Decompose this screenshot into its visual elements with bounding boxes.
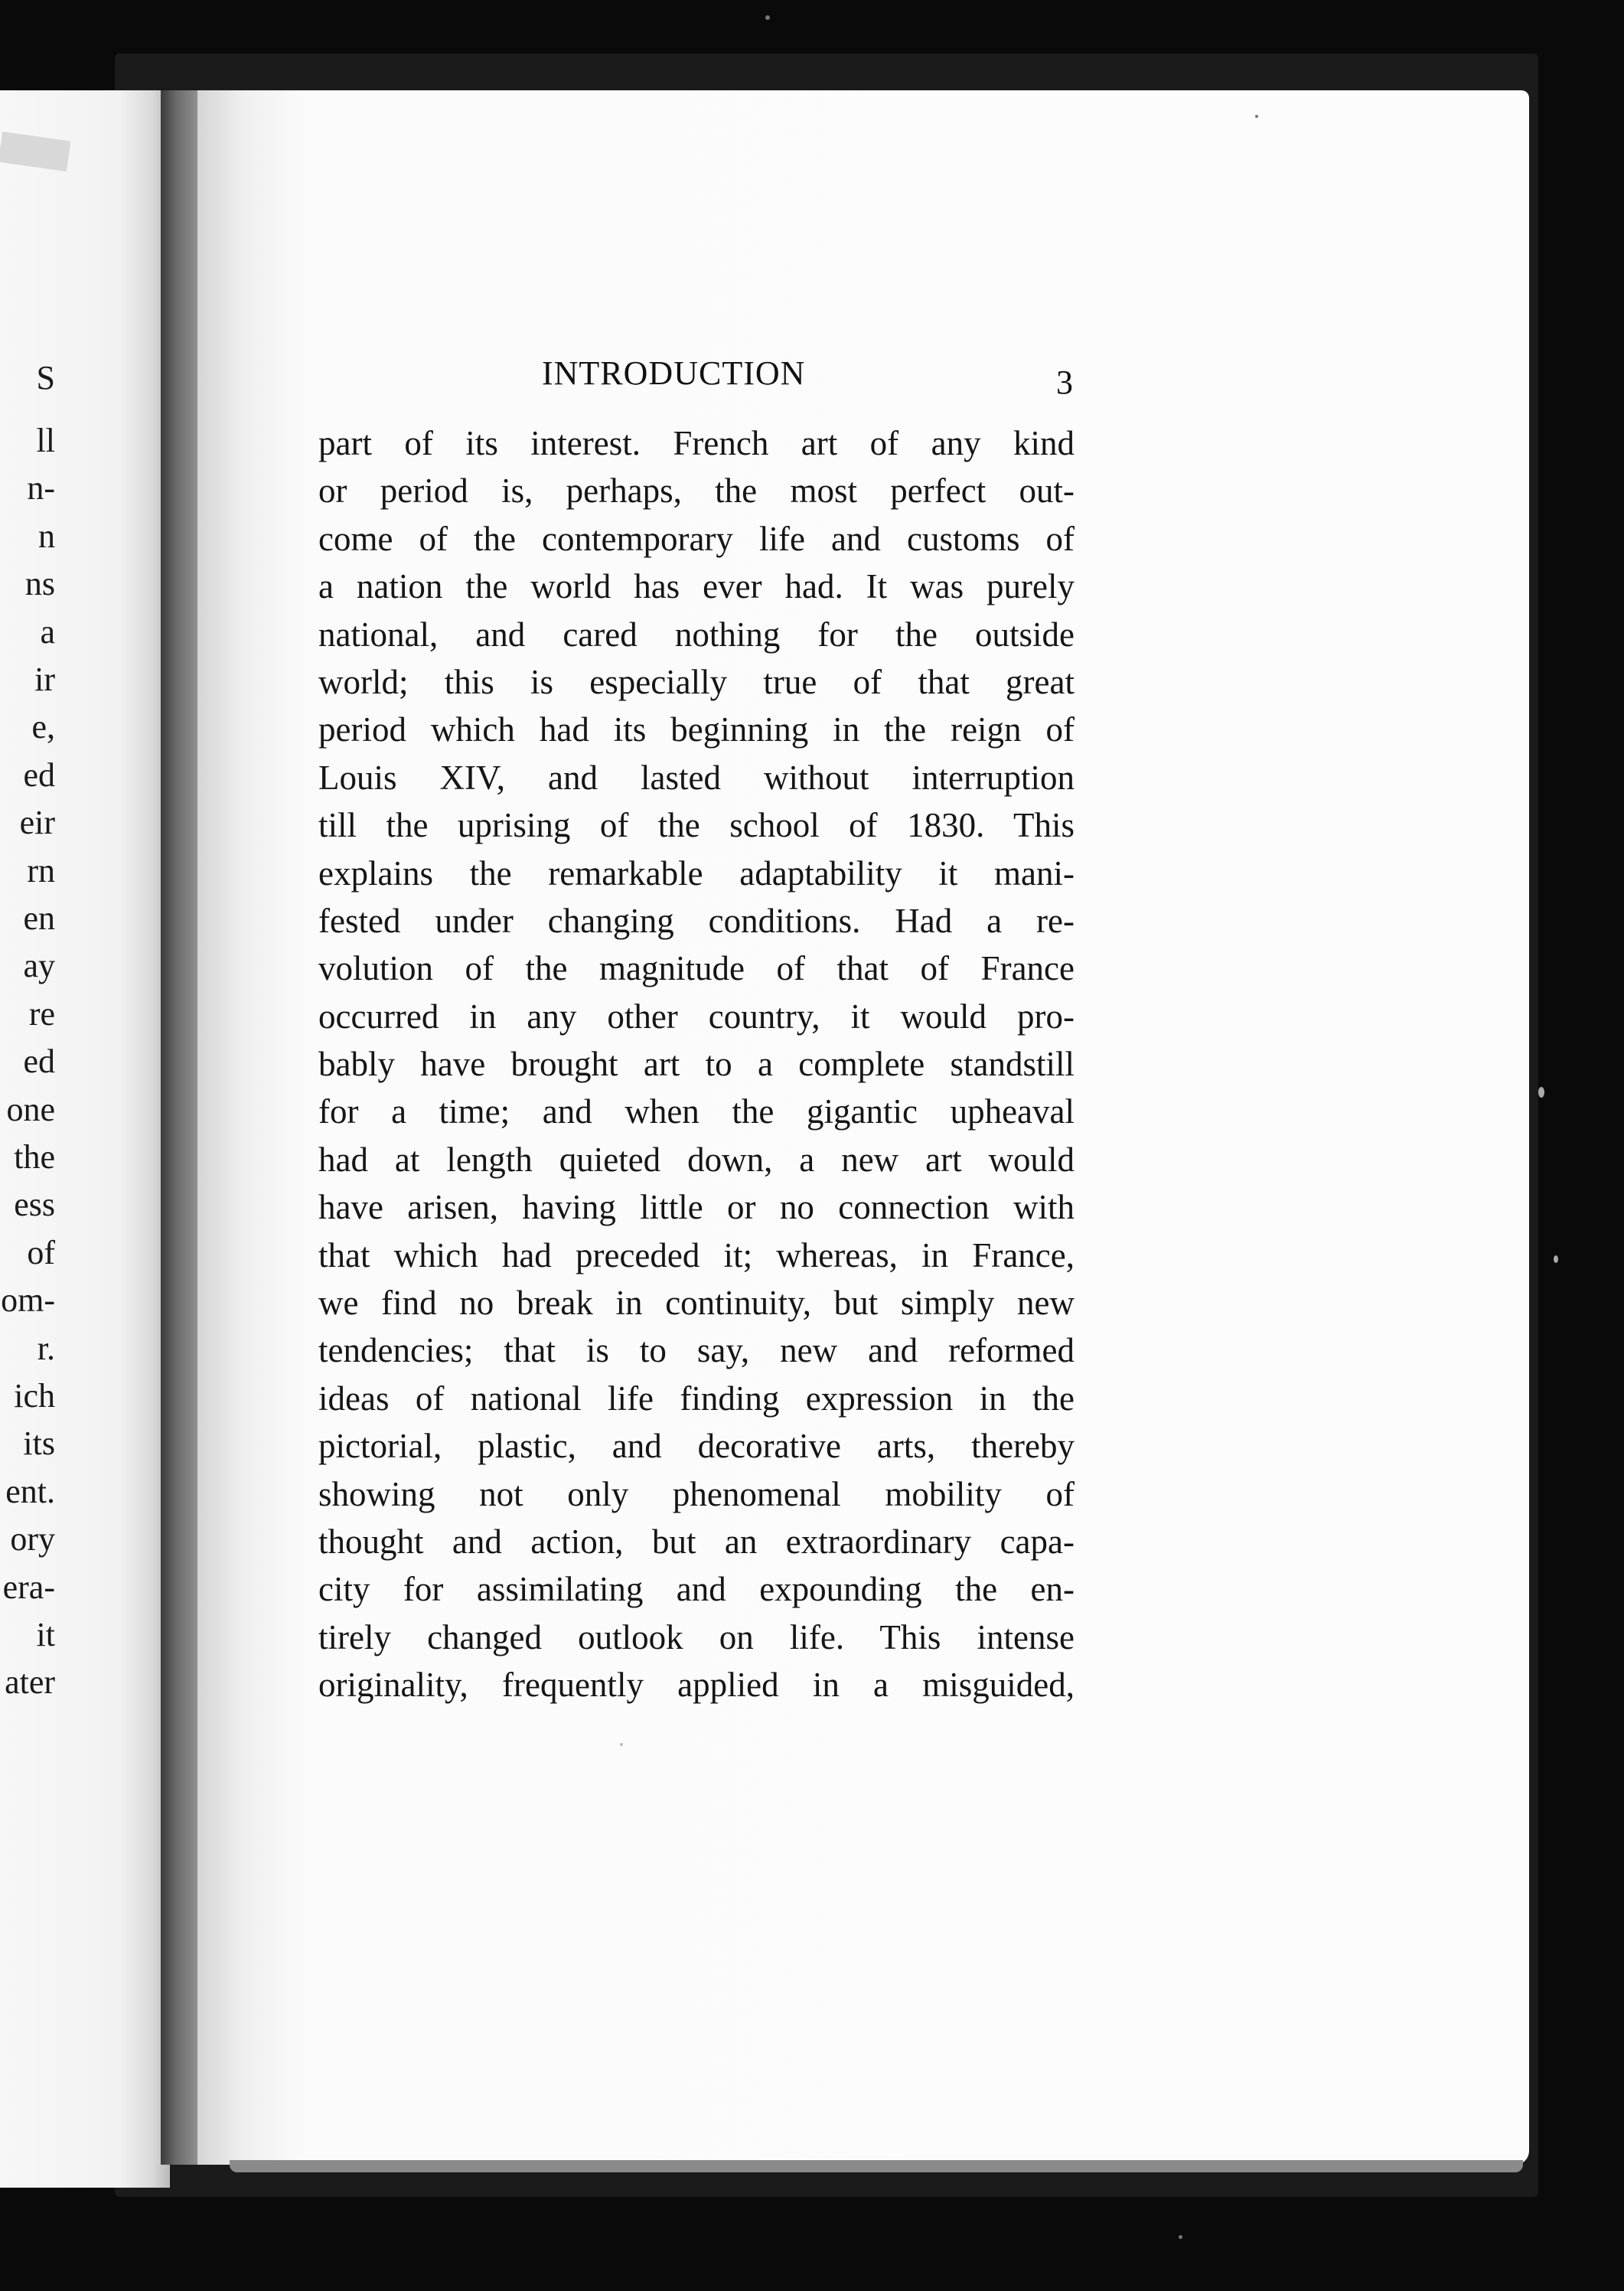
body-text [318, 419, 1075, 1709]
text-line: fested under changing conditions. Had a re- [318, 901, 1075, 940]
left-line-fragment: ed [23, 1043, 55, 1081]
text-line: showing not only phenomenal mobility of [318, 1474, 1075, 1513]
left-line-fragment: one [6, 1090, 55, 1128]
text-line: occurred in any other country, it would pro- [318, 997, 1075, 1036]
text-line: have arisen, having little or no connection with [318, 1188, 1075, 1227]
text-line: thought and action, but an extraordinary capa- [318, 1522, 1075, 1561]
left-line-fragment: its [23, 1425, 55, 1463]
paper-strip [0, 132, 70, 171]
text-line: bably have brought art to a complete standstill [318, 1045, 1075, 1084]
text-line: tendencies; that is to say, new and reformed [318, 1331, 1075, 1370]
text-line: volution of the magnitude of that of France [318, 949, 1075, 988]
left-line-fragment: ay [23, 947, 55, 985]
left-line-fragment: ir [34, 661, 55, 698]
text-line: world; this is especially true of that great [318, 662, 1075, 701]
left-line-fragment: ess [14, 1186, 55, 1224]
left-line-fragment: rn [27, 851, 55, 889]
text-line: a nation the world has ever had. It was purely [318, 567, 1075, 606]
left-line-fragment: om- [1, 1281, 55, 1320]
text-line: national, and cared nothing for the outside [318, 615, 1075, 654]
left-line-fragment: ed [23, 756, 55, 794]
left-line-fragment: ich [14, 1377, 55, 1415]
text-line: had at length quieted down, a new art would [318, 1140, 1075, 1179]
text-line: Louis XIV, and lasted without interruption [318, 758, 1075, 797]
text-line: ideas of national life finding expression in the [318, 1379, 1075, 1418]
text-line: till the uprising of the school of 1830. This [318, 806, 1075, 845]
text-line: originality, frequently applied in a misguided, [318, 1666, 1075, 1705]
left-line-fragment: it [36, 1616, 55, 1653]
text-line: or period is, perhaps, the most perfect out- [318, 472, 1075, 511]
left-facing-page [0, 90, 170, 2188]
left-line-fragment: re [28, 994, 55, 1033]
left-line-fragment: era- [2, 1568, 55, 1606]
text-line: we find no break in continuity, but simply new [318, 1284, 1075, 1323]
text-line: tirely changed outlook on life. This intense [318, 1617, 1075, 1656]
left-line-fragment: a [40, 612, 55, 651]
left-line-fragment: n [38, 517, 55, 555]
text-line: city for assimilating and expounding the en- [318, 1570, 1075, 1609]
left-line-fragment: ll [36, 422, 55, 459]
text-line: come of the contemporary life and customs of [318, 519, 1075, 558]
left-line-fragment: ater [5, 1663, 55, 1702]
left-line-fragment: e, [31, 708, 55, 746]
text-line: period which had its beginning in the reign of [318, 710, 1075, 749]
text-line: for a time; and when the gigantic upheaval [318, 1092, 1075, 1131]
text-line: that which had preceded it; whereas, in France, [318, 1235, 1075, 1274]
running-header: INTRODUCTION [542, 354, 806, 392]
left-line-fragment: ory [10, 1520, 55, 1558]
text-line: explains the remarkable adaptability it mani- [318, 853, 1075, 893]
page-number: 3 [1056, 364, 1073, 401]
left-line-fragment: ent. [5, 1472, 55, 1510]
left-header-fragment: S [36, 359, 55, 397]
left-line-fragment: en [23, 899, 55, 937]
left-line-fragment: eir [19, 804, 55, 842]
left-line-fragment: n- [27, 469, 55, 507]
left-line-fragment: of [27, 1233, 55, 1271]
left-line-fragment: the [14, 1138, 55, 1176]
left-line-fragment: r. [37, 1329, 55, 1367]
text-line: pictorial, plastic, and decorative arts, thereby [318, 1427, 1075, 1466]
page-bottom-edge [230, 2160, 1523, 2172]
text-line: part of its interest. French art of any kind [318, 424, 1075, 462]
left-line-fragment: ns [24, 565, 55, 603]
